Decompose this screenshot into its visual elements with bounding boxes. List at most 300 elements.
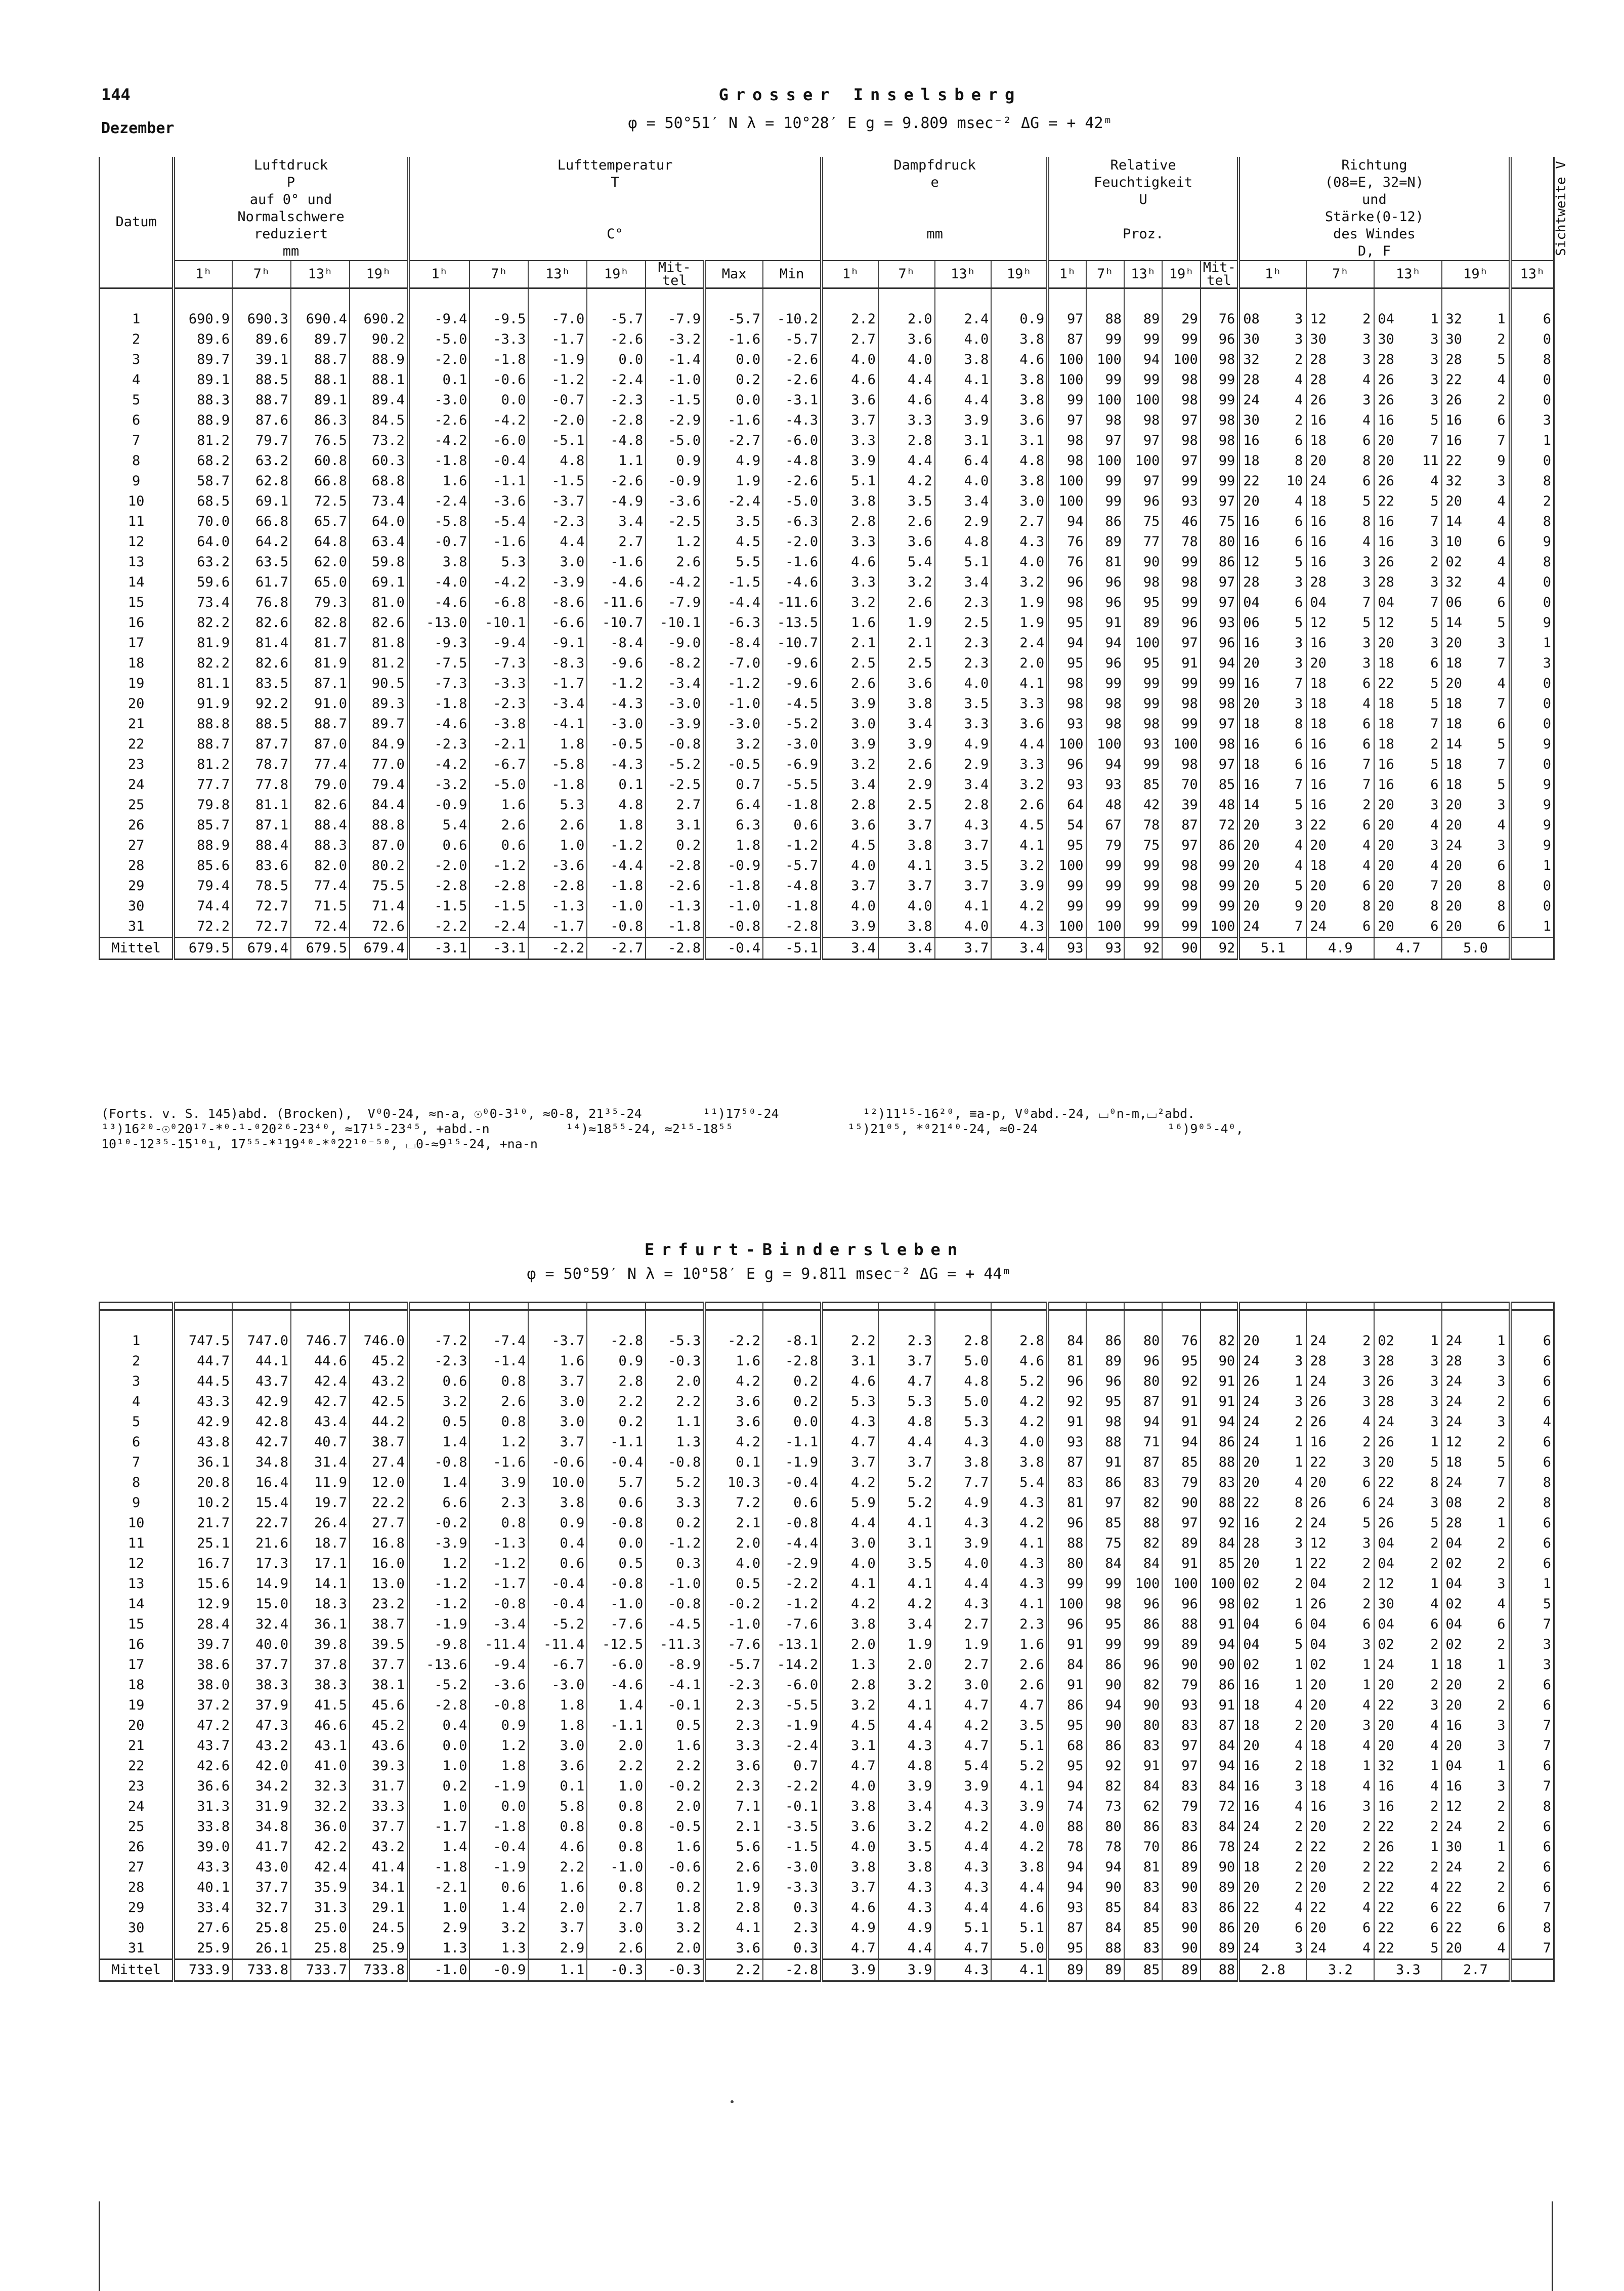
table-cell: 6: [1510, 1331, 1554, 1351]
table-cell: 20: [1374, 1716, 1414, 1736]
table-cell: 3: [1430, 331, 1439, 347]
table-cell: 3.8: [935, 1452, 992, 1473]
table-cell: 1: [1497, 1657, 1506, 1673]
table-cell: 3.5: [878, 1554, 935, 1574]
table-cell: 24: [1306, 1513, 1346, 1533]
table-cell: 0.2: [646, 836, 704, 856]
table-cell: 25.9: [174, 1938, 232, 1960]
table-cell: 20: [1374, 917, 1414, 938]
table-row: [100, 1776, 1554, 1797]
table-cell: 3.9: [935, 410, 992, 431]
table-cell: 9: [1510, 532, 1554, 552]
table-cell: 99: [1086, 1635, 1124, 1655]
table-cell: 88.7: [291, 350, 350, 370]
table-cell: 95: [1048, 836, 1086, 856]
table-cell: 20: [1442, 491, 1481, 512]
table-cell: 1: [1295, 1333, 1303, 1349]
table-cell: -0.2: [646, 1776, 704, 1797]
table-cell: 97: [1048, 410, 1086, 431]
table-cell: 04: [1374, 1533, 1414, 1554]
table-cell: 4.3: [991, 1493, 1048, 1513]
table-cell: -1.7: [528, 917, 587, 938]
table-cell: 7: [1430, 595, 1439, 610]
table-cell: 97: [1162, 836, 1200, 856]
table-row: [100, 1614, 1554, 1635]
table-cell: 8: [1430, 1475, 1439, 1490]
table-cell: 4.4: [935, 1574, 992, 1594]
table-cell: 3.9: [991, 876, 1048, 896]
table-cell: 4.7: [991, 1695, 1048, 1716]
table-cell: 89: [1201, 1938, 1238, 1960]
mittel-cell: 89: [1162, 1960, 1200, 1981]
table-cell: 1.8: [528, 734, 587, 755]
table-cell: 32.3: [291, 1776, 350, 1797]
table-cell: 81.8: [350, 633, 408, 653]
table-cell: 99: [1124, 329, 1162, 350]
table-cell: -2.6: [408, 410, 470, 431]
table-cell: 4: [1362, 696, 1371, 712]
table-cell: 6: [1510, 1392, 1554, 1412]
table-cell: 75.5: [350, 876, 408, 896]
table-cell: 2: [1430, 1799, 1439, 1814]
table-cell: 1.9: [878, 1635, 935, 1655]
table-cell: 3: [1430, 1414, 1439, 1430]
table-cell: 0.6: [587, 1493, 646, 1513]
table-cell: 20: [1306, 1878, 1346, 1898]
table-cell: 2: [1362, 1333, 1371, 1349]
table-cell: 2.0: [822, 1635, 878, 1655]
table-cell: 26: [100, 815, 174, 836]
table-cell: 3.4: [878, 714, 935, 734]
table-cell: 6: [1430, 777, 1439, 793]
table-cell: 3.2: [822, 755, 878, 775]
table-cell: 87: [1162, 815, 1200, 836]
table-cell: 3: [1362, 1799, 1371, 1814]
table-cell: -2.4: [704, 491, 763, 512]
table-cell: 79.0: [291, 775, 350, 795]
table-cell: 1: [1510, 633, 1554, 653]
table-cell: 4.4: [935, 1837, 992, 1857]
table-cell: 3.8: [991, 1857, 1048, 1878]
table-row: [100, 431, 1554, 451]
table-row: [100, 856, 1554, 876]
table-cell: 4.2: [991, 896, 1048, 917]
table-cell: 30: [1306, 329, 1346, 350]
table-cell: 2.9: [408, 1918, 470, 1938]
hour-header: 1ʰ: [408, 261, 470, 288]
table-cell: 24: [1238, 1938, 1278, 1960]
table-cell: 69.1: [350, 572, 408, 593]
table-cell: 18: [1442, 653, 1481, 674]
mittel-cell: 93: [1048, 938, 1086, 960]
table-cell: 22: [1374, 1918, 1414, 1938]
table-cell: 3: [1362, 392, 1371, 408]
table-cell: 98: [1124, 410, 1162, 431]
hour-header: 13ʰ: [935, 261, 992, 288]
table-cell: 8: [1510, 1473, 1554, 1493]
table-cell: 7: [1430, 514, 1439, 529]
table-cell: 2: [1295, 1839, 1303, 1855]
mittel-cell: -1.0: [408, 1960, 470, 1981]
table-cell: 20: [1374, 633, 1414, 653]
table-cell: 1: [1430, 1576, 1439, 1592]
table-cell: 10: [1286, 473, 1303, 489]
table-cell: 746.7: [291, 1331, 350, 1351]
table-cell: -1.8: [587, 876, 646, 896]
table-cell: -1.8: [704, 876, 763, 896]
table-cell: 3: [1430, 1394, 1439, 1409]
table-cell: 6: [1362, 1495, 1371, 1511]
table-cell: 47.3: [232, 1716, 291, 1736]
table-cell: 88: [1201, 1493, 1238, 1513]
table-cell: 0.9: [646, 451, 704, 471]
table-cell: 4.0: [822, 1837, 878, 1857]
table-cell: 16: [1238, 1675, 1278, 1695]
table-cell: 4.6: [991, 1351, 1048, 1371]
table-cell: -3.4: [469, 1614, 528, 1635]
table-cell: 04: [1306, 1574, 1346, 1594]
table-cell: 80: [1201, 532, 1238, 552]
table-cell: 72.2: [174, 917, 232, 938]
table-row: [100, 593, 1554, 613]
table-cell: 72: [1201, 1797, 1238, 1817]
table-cell: -7.9: [646, 593, 704, 613]
table-cell: 0.0: [704, 390, 763, 410]
table-cell: 98: [1048, 593, 1086, 613]
table-cell: -1.7: [528, 674, 587, 694]
table-cell: 20: [1238, 1473, 1278, 1493]
table-cell: 8: [1295, 453, 1303, 469]
table-cell: 3: [1295, 1940, 1303, 1956]
table-cell: 99: [1086, 1574, 1124, 1594]
table-cell: 28: [1374, 1351, 1414, 1371]
table-cell: -2.0: [408, 350, 470, 370]
table-cell: -1.3: [646, 896, 704, 917]
table-cell: 3: [1430, 574, 1439, 590]
table-cell: 96: [1048, 572, 1086, 593]
table-cell: 5.6: [704, 1837, 763, 1857]
table-cell: 34.8: [232, 1817, 291, 1837]
table-cell: 6: [100, 1432, 174, 1452]
table-cell: 3.1: [935, 431, 992, 451]
table-cell: 79: [1162, 1473, 1200, 1493]
table-cell: 4.4: [878, 1432, 935, 1452]
table-cell: 4.1: [878, 1695, 935, 1716]
table-cell: 85.7: [174, 815, 232, 836]
table-cell: 26: [1374, 1432, 1414, 1452]
table-cell: 3.6: [878, 674, 935, 694]
table-cell: 16: [1238, 532, 1278, 552]
table-cell: 3.6: [878, 329, 935, 350]
table-cell: 2.2: [822, 309, 878, 329]
table-cell: 22: [1306, 1452, 1346, 1473]
table-cell: 83: [1124, 1473, 1162, 1493]
table-cell: 0.8: [528, 1817, 587, 1837]
table-cell: 98: [1162, 755, 1200, 775]
table-cell: 3: [1295, 655, 1303, 671]
table-cell: -1.9: [528, 350, 587, 370]
table-cell: 11: [100, 512, 174, 532]
table-row: [100, 815, 1554, 836]
table-cell: 97: [1086, 1493, 1124, 1513]
table-cell: -1.2: [469, 856, 528, 876]
table-cell: 8: [100, 1473, 174, 1493]
table-cell: 2.5: [878, 653, 935, 674]
table-cell: 3.6: [704, 1412, 763, 1432]
table-cell: 1.0: [528, 836, 587, 856]
table-cell: 2.3: [704, 1776, 763, 1797]
table-cell: -1.9: [763, 1452, 822, 1473]
table-cell: 2.1: [878, 633, 935, 653]
table-cell: -3.0: [528, 1675, 587, 1695]
table-cell: 0.2: [408, 1776, 470, 1797]
table-cell: 2.0: [991, 653, 1048, 674]
table-cell: 90: [1162, 1493, 1200, 1513]
table-cell: 24: [1374, 1493, 1414, 1513]
table-cell: 3: [1362, 1535, 1371, 1551]
table-cell: 1.4: [408, 1432, 470, 1452]
table-cell: 44.5: [174, 1371, 232, 1392]
table-cell: 2: [1430, 1637, 1439, 1652]
table-cell: 1.8: [528, 1695, 587, 1716]
table-cell: 16: [1238, 674, 1278, 694]
table-cell: -3.9: [528, 572, 587, 593]
table-cell: 3.2: [822, 593, 878, 613]
hour-header: 7ʰ: [878, 261, 935, 288]
table-cell: 4: [1295, 1738, 1303, 1754]
table-cell: -2.1: [469, 734, 528, 755]
table-cell: 90: [1086, 1675, 1124, 1695]
table-cell: 4: [1430, 473, 1439, 489]
table-cell: 5: [1295, 1637, 1303, 1652]
table-cell: 36.1: [291, 1614, 350, 1635]
table-cell: 16: [1374, 512, 1414, 532]
table-row: [100, 532, 1554, 552]
table-cell: 19: [100, 1695, 174, 1716]
table-cell: 3.8: [878, 836, 935, 856]
table-cell: 7: [1510, 1898, 1554, 1918]
table-cell: 3: [1430, 1495, 1439, 1511]
table-cell: 81: [1086, 552, 1124, 572]
table-cell: 2.3: [991, 1614, 1048, 1635]
table-cell: 4: [1497, 1596, 1506, 1612]
table-cell: 04: [1442, 1574, 1481, 1594]
table-cell: -8.9: [646, 1655, 704, 1675]
table-cell: 97: [1162, 633, 1200, 653]
table-cell: 4.3: [935, 815, 992, 836]
hour-header: 7ʰ: [1306, 261, 1374, 288]
table-cell: 2.2: [587, 1392, 646, 1412]
table-cell: 4: [1362, 1414, 1371, 1430]
table-cell: 16: [1238, 1797, 1278, 1817]
table-row: [100, 896, 1554, 917]
table-cell: 28: [1442, 1351, 1481, 1371]
table-cell: 95: [1048, 613, 1086, 633]
table-cell: 4: [1362, 1900, 1371, 1915]
table-cell: 88.3: [291, 836, 350, 856]
table-cell: 1: [1497, 1839, 1506, 1855]
table-cell: 3.2: [822, 1695, 878, 1716]
table-cell: 8: [1430, 898, 1439, 914]
table-cell: 0.3: [763, 1938, 822, 1960]
table-cell: 0: [1510, 896, 1554, 917]
table-cell: 34.2: [232, 1776, 291, 1797]
table-cell: 72.5: [291, 491, 350, 512]
table-cell: 0.3: [646, 1554, 704, 1574]
table-cell: 1: [1362, 1758, 1371, 1774]
table-cell: 30: [1238, 329, 1278, 350]
table-cell: -2.0: [763, 532, 822, 552]
table-cell: -1.8: [763, 795, 822, 815]
mittel-cell: 3.4: [822, 938, 878, 960]
table-cell: 89.4: [350, 390, 408, 410]
table-cell: -2.8: [763, 1351, 822, 1371]
table-cell: 5.3: [469, 552, 528, 572]
table-cell: 98: [1201, 734, 1238, 755]
table-cell: 100: [1048, 491, 1086, 512]
table-cell: 20: [1238, 694, 1278, 714]
table-cell: 3.3: [704, 1736, 763, 1756]
table-cell: 89.7: [350, 714, 408, 734]
table-cell: 79: [1162, 1675, 1200, 1695]
table-cell: 4: [1295, 1475, 1303, 1490]
table-cell: 98: [1086, 410, 1124, 431]
table-cell: 2: [1362, 797, 1371, 813]
table-cell: 1.4: [587, 1695, 646, 1716]
table-cell: 19.7: [291, 1493, 350, 1513]
table-cell: 99: [1162, 917, 1200, 938]
table-cell: 30: [1442, 1837, 1481, 1857]
table-cell: 94: [1201, 1635, 1238, 1655]
table-cell: 0: [1510, 593, 1554, 613]
table-cell: 18: [1238, 1716, 1278, 1736]
table-cell: -0.2: [408, 1513, 470, 1533]
table-cell: 28: [1374, 1392, 1414, 1412]
table-cell: 2: [1295, 1859, 1303, 1875]
table-cell: 3.9: [935, 1776, 992, 1797]
table-cell: -5.2: [408, 1675, 470, 1695]
table-cell: 6: [1362, 716, 1371, 732]
table-cell: 28: [1238, 572, 1278, 593]
table-cell: 99: [1201, 876, 1238, 896]
table-cell: 3: [1362, 1718, 1371, 1733]
table-cell: 81.2: [174, 431, 232, 451]
table-cell: 17.1: [291, 1554, 350, 1574]
table-cell: 37.7: [232, 1655, 291, 1675]
table-cell: 2.2: [646, 1392, 704, 1412]
table-cell: 16: [1374, 775, 1414, 795]
table-row: [100, 1837, 1554, 1857]
table-cell: 16: [100, 1635, 174, 1655]
table-cell: 16: [1306, 633, 1346, 653]
table-cell: 5: [1362, 493, 1371, 509]
table-cell: 88.7: [291, 714, 350, 734]
table-cell: 78: [1124, 815, 1162, 836]
table-cell: 4.4: [878, 451, 935, 471]
table-cell: -4.3: [587, 755, 646, 775]
table-cell: 82: [1124, 1533, 1162, 1554]
table-cell: 2.0: [646, 1797, 704, 1817]
table-cell: 4: [1295, 493, 1303, 509]
table-cell: 99: [1201, 471, 1238, 491]
table-cell: 90: [1162, 1938, 1200, 1960]
table-cell: -5.2: [528, 1614, 587, 1635]
table-cell: 1.3: [646, 1432, 704, 1452]
table-cell: -1.3: [469, 1533, 528, 1554]
table-cell: 18: [1306, 431, 1346, 451]
table-cell: 18: [1306, 674, 1346, 694]
table-cell: 22: [1442, 451, 1481, 471]
table-cell: 45.2: [350, 1351, 408, 1371]
table-cell: 0: [1510, 390, 1554, 410]
table-cell: 0.5: [587, 1554, 646, 1574]
table-cell: 3: [1362, 1353, 1371, 1369]
table-cell: 96: [1124, 1351, 1162, 1371]
table-cell: 5: [1510, 1594, 1554, 1614]
table-cell: 2.5: [822, 653, 878, 674]
table-cell: 86: [1086, 1473, 1124, 1493]
table-cell: 85.6: [174, 856, 232, 876]
table-row: [100, 1756, 1554, 1776]
table-cell: 3.8: [528, 1493, 587, 1513]
table-cell: 06: [1442, 593, 1481, 613]
mittel-cell: 4.9: [1306, 938, 1374, 960]
table-cell: 02: [1238, 1594, 1278, 1614]
table-cell: 2.0: [528, 1898, 587, 1918]
table-row: [100, 795, 1554, 815]
table-cell: 90: [1086, 1878, 1124, 1898]
table-cell: 3: [1295, 635, 1303, 651]
table-cell: -11.4: [469, 1635, 528, 1655]
table-cell: -1.2: [469, 1554, 528, 1574]
table-cell: 2.3: [469, 1493, 528, 1513]
table-cell: 4.2: [991, 1837, 1048, 1857]
table-cell: 100: [1048, 1594, 1086, 1614]
table-cell: 25: [100, 1817, 174, 1837]
datum-header: [100, 157, 174, 288]
table-cell: 2.0: [878, 1655, 935, 1675]
table-cell: 96: [1201, 633, 1238, 653]
table-row: [100, 1331, 1554, 1351]
table-cell: 0: [1510, 694, 1554, 714]
table-cell: 83: [1162, 1716, 1200, 1736]
table-cell: 4: [1362, 1778, 1371, 1794]
table-cell: 100: [1124, 633, 1162, 653]
table-cell: 6: [1510, 1857, 1554, 1878]
table-cell: 2: [1362, 1576, 1371, 1592]
table-cell: 5: [1497, 736, 1506, 752]
table-cell: 7.2: [704, 1493, 763, 1513]
table-cell: 3.2: [646, 1918, 704, 1938]
table-cell: 22.7: [232, 1513, 291, 1533]
table-cell: -5.5: [763, 775, 822, 795]
table-cell: 77.4: [291, 755, 350, 775]
table-cell: 19: [100, 674, 174, 694]
table-cell: 3: [1430, 635, 1439, 651]
table-cell: 93: [1162, 491, 1200, 512]
table-cell: 18: [1306, 1756, 1346, 1776]
table-cell: 2.1: [822, 633, 878, 653]
table-cell: -1.0: [646, 1574, 704, 1594]
mittel-cell: -0.3: [587, 1960, 646, 1981]
table-cell: 98: [1162, 431, 1200, 451]
table-cell: 3: [1430, 797, 1439, 813]
table-cell: 32.2: [291, 1797, 350, 1817]
table-cell: 4.7: [878, 1371, 935, 1392]
table-cell: 32: [1238, 350, 1278, 370]
table-cell: 3.0: [528, 552, 587, 572]
table-cell: 44.1: [232, 1351, 291, 1371]
